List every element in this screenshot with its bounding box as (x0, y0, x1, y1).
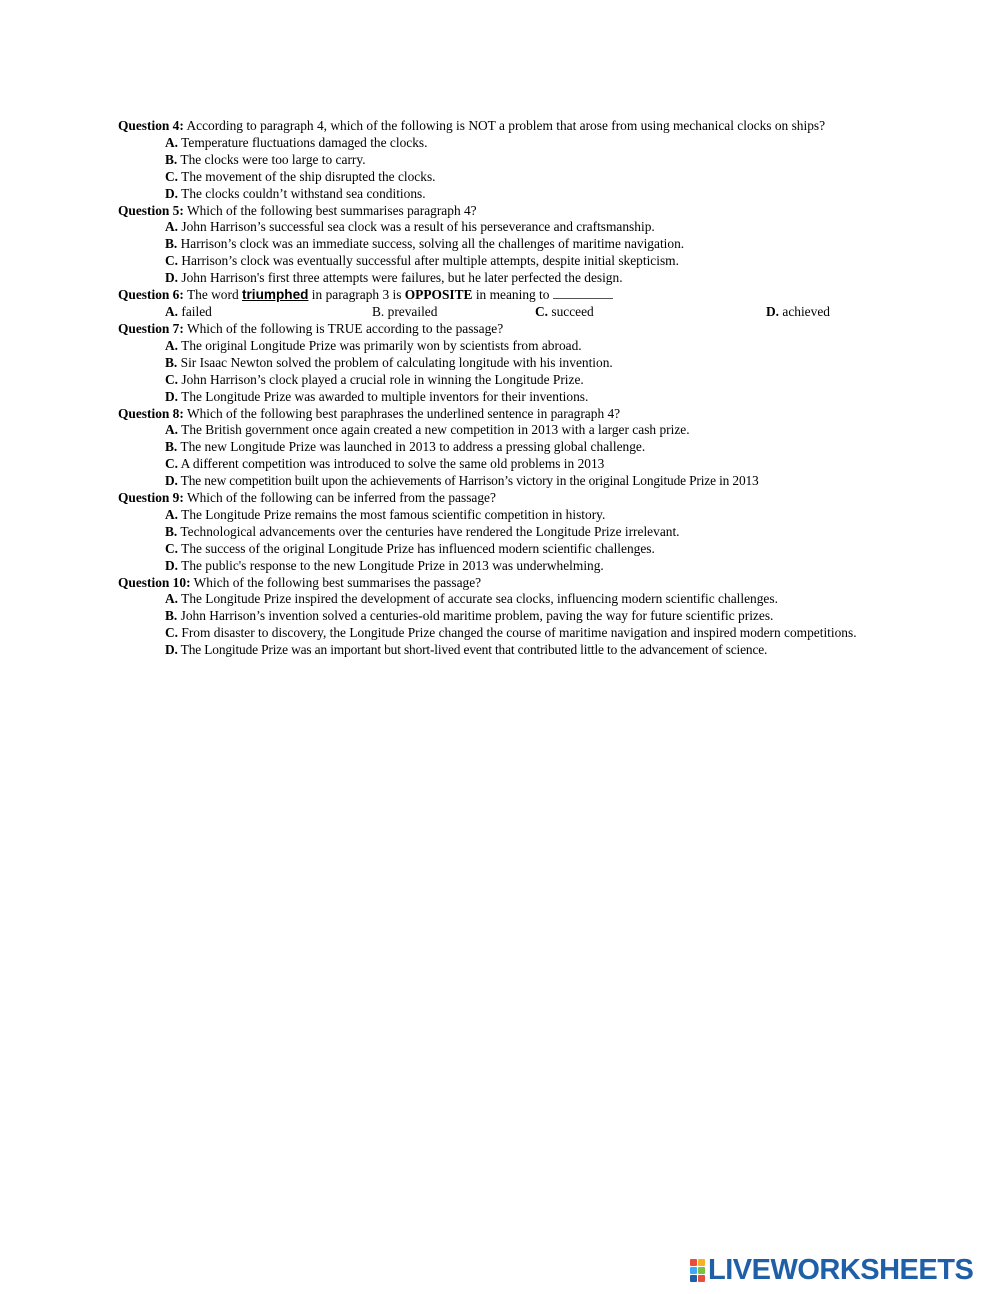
option-c[interactable] (118, 253, 860, 270)
question-9-stem (118, 490, 860, 507)
option-text: The clocks couldn’t withstand sea conditions. (178, 185, 426, 201)
option-text: John Harrison's first three attempts were failures, but he later perfected the design. (178, 270, 623, 286)
option-text: The Longitude Prize inspired the development of accurate sea clocks, influencing modern scientific challenges. (178, 591, 778, 607)
answer-blank[interactable] (553, 287, 613, 299)
option-text: John Harrison’s successful sea clock was a result of his perseverance and craftsmanship. (178, 219, 655, 235)
question-6-stem (118, 287, 860, 304)
option-d[interactable] (766, 304, 830, 321)
option-letter: D. (165, 388, 179, 404)
option-text: Technological advancements over the centuries have rendered the Longitude Prize irrelevant. (177, 523, 680, 539)
option-letter: B. (165, 151, 178, 167)
opposite-keyword: OPPOSITE (404, 287, 473, 303)
option-text: The clocks were too large to carry. (177, 151, 366, 167)
logo-tile (698, 1275, 705, 1282)
option-letter: B. (165, 608, 178, 624)
logo-tile (690, 1259, 697, 1266)
option-c[interactable] (118, 456, 860, 473)
option-c[interactable] (118, 625, 860, 642)
option-d[interactable] (118, 270, 860, 287)
question-6 (118, 287, 860, 321)
question-9 (118, 490, 860, 575)
question-10-stem (118, 575, 860, 592)
option-d[interactable] (118, 558, 860, 575)
option-c[interactable] (118, 541, 860, 558)
option-d[interactable] (118, 473, 860, 490)
option-letter: D. (165, 557, 179, 573)
logo-tile (690, 1275, 697, 1282)
option-letter: B. (165, 354, 178, 370)
question-8-stem (118, 406, 860, 423)
option-text: The Longitude Prize was awarded to multiple inventors for their inventions. (178, 388, 589, 404)
option-d[interactable] (118, 389, 860, 406)
option-c[interactable] (535, 304, 594, 321)
question-label: Question 6: (118, 287, 184, 303)
option-letter: D. (766, 303, 780, 319)
option-text: The Longitude Prize was an important but short-lived event that contributed little to the advancement of science. (177, 642, 768, 658)
option-text: The new Longitude Prize was launched in 2013 to address a pressing global challenge. (177, 439, 646, 455)
question-text: in paragraph 3 is (308, 287, 405, 303)
question-label: Question 9: (118, 490, 184, 506)
option-b[interactable] (372, 304, 437, 321)
option-a[interactable] (118, 338, 860, 355)
option-a[interactable] (165, 304, 212, 321)
option-letter: C. (165, 540, 179, 556)
option-text: The British government once again created a new competition in 2013 with a larger cash prize. (178, 422, 690, 438)
question-label: Question 5: (118, 202, 184, 218)
option-c[interactable] (118, 372, 860, 389)
option-letter: B. (165, 523, 178, 539)
option-text: John Harrison’s clock played a crucial role in winning the Longitude Prize. (178, 371, 584, 387)
option-d[interactable] (118, 642, 860, 659)
question-5-stem (118, 203, 860, 220)
option-letter: D. (165, 473, 178, 489)
option-text: Sir Isaac Newton solved the problem of calculating longitude with his invention. (177, 354, 613, 370)
option-text: succeed (548, 303, 594, 319)
option-letter: A. (165, 303, 179, 319)
target-word: triumphed (241, 287, 309, 303)
option-text: Harrison’s clock was eventually successful after multiple attempts, despite initial skepticism. (178, 253, 679, 269)
option-text: The original Longitude Prize was primarily won by scientists from abroad. (178, 337, 582, 353)
question-label: Question 10: (118, 574, 191, 590)
option-text: A different competition was introduced to solve the same old problems in 2013 (178, 456, 605, 472)
option-letter: A. (165, 422, 179, 438)
option-c[interactable] (118, 169, 860, 186)
option-letter: B. (165, 439, 178, 455)
option-text: B. prevailed (372, 303, 438, 319)
logo-tile (690, 1267, 697, 1274)
option-letter: A. (165, 337, 179, 353)
liveworksheets-logo[interactable] (690, 1255, 973, 1285)
liveworksheets-logo-icon (690, 1259, 705, 1282)
logo-tile (698, 1267, 705, 1274)
question-text: Which of the following best summarises paragraph 4? (183, 202, 477, 218)
question-text: Which of the following best paraphrases the underlined sentence in paragraph 4? (183, 405, 621, 421)
option-letter: D. (165, 185, 179, 201)
option-letter: C. (165, 253, 179, 269)
option-b[interactable] (118, 355, 860, 372)
option-b[interactable] (118, 236, 860, 253)
question-5 (118, 203, 860, 288)
question-label: Question 8: (118, 405, 184, 421)
option-a[interactable] (118, 422, 860, 439)
question-text: Which of the following is TRUE according to the passage? (183, 320, 504, 336)
option-text: failed (178, 303, 212, 319)
option-b[interactable] (118, 524, 860, 541)
option-b[interactable] (118, 152, 860, 169)
option-a[interactable] (118, 591, 860, 608)
question-text: Which of the following can be inferred from the passage? (183, 490, 496, 506)
option-letter: A. (165, 591, 179, 607)
question-label: Question 4: (118, 118, 184, 133)
option-letter: C. (165, 456, 179, 472)
option-d[interactable] (118, 186, 860, 203)
option-b[interactable] (118, 608, 860, 625)
option-text: The success of the original Longitude Prize has influenced modern scientific challenges. (178, 540, 655, 556)
option-letter: A. (165, 134, 179, 150)
question-4-stem (118, 118, 860, 135)
question-text: in meaning to (472, 287, 553, 303)
option-text: John Harrison’s invention solved a centuries-old maritime problem, paving the way for future scientific prizes. (177, 608, 774, 624)
option-a[interactable] (118, 507, 860, 524)
option-text: The Longitude Prize remains the most famous scientific competition in history. (178, 506, 606, 522)
question-7 (118, 321, 860, 406)
question-text: Which of the following best summarises the passage? (190, 574, 482, 590)
worksheet-page (118, 118, 860, 659)
option-text: The movement of the ship disrupted the clocks. (178, 168, 436, 184)
option-text: Temperature fluctuations damaged the clocks. (178, 134, 428, 150)
option-letter: C. (165, 168, 179, 184)
option-text: achieved (779, 303, 830, 319)
option-b[interactable] (118, 439, 860, 456)
option-letter: C. (535, 303, 549, 319)
option-a[interactable] (118, 135, 860, 152)
option-letter: D. (165, 270, 179, 286)
logo-tile (698, 1259, 705, 1266)
option-letter: D. (165, 642, 178, 658)
question-7-stem (118, 321, 860, 338)
question-10 (118, 575, 860, 660)
question-8 (118, 406, 860, 491)
option-letter: C. (165, 625, 179, 641)
option-letter: C. (165, 371, 179, 387)
option-a[interactable] (118, 219, 860, 236)
option-letter: A. (165, 219, 179, 235)
logo-text: LIVEWORKSHEETS (708, 1253, 974, 1286)
option-letter: B. (165, 236, 178, 252)
option-text: From disaster to discovery, the Longitude Prize changed the course of maritime navigation and inspired modern competitions. (178, 625, 857, 641)
question-text: According to paragraph 4, which of the following is NOT a problem that arose from using mechanical clocks on ships? (183, 118, 826, 133)
question-4 (118, 118, 860, 203)
question-6-options (118, 304, 860, 321)
option-text: Harrison’s clock was an immediate success, solving all the challenges of maritime navigation. (177, 236, 685, 252)
option-letter: A. (165, 506, 179, 522)
question-text: The word (183, 287, 242, 303)
option-text: The public's response to the new Longitude Prize in 2013 was underwhelming. (178, 557, 604, 573)
question-label: Question 7: (118, 320, 184, 336)
option-text: The new competition built upon the achievements of Harrison’s victory in the original Longitude Prize in 2013 (177, 473, 759, 489)
